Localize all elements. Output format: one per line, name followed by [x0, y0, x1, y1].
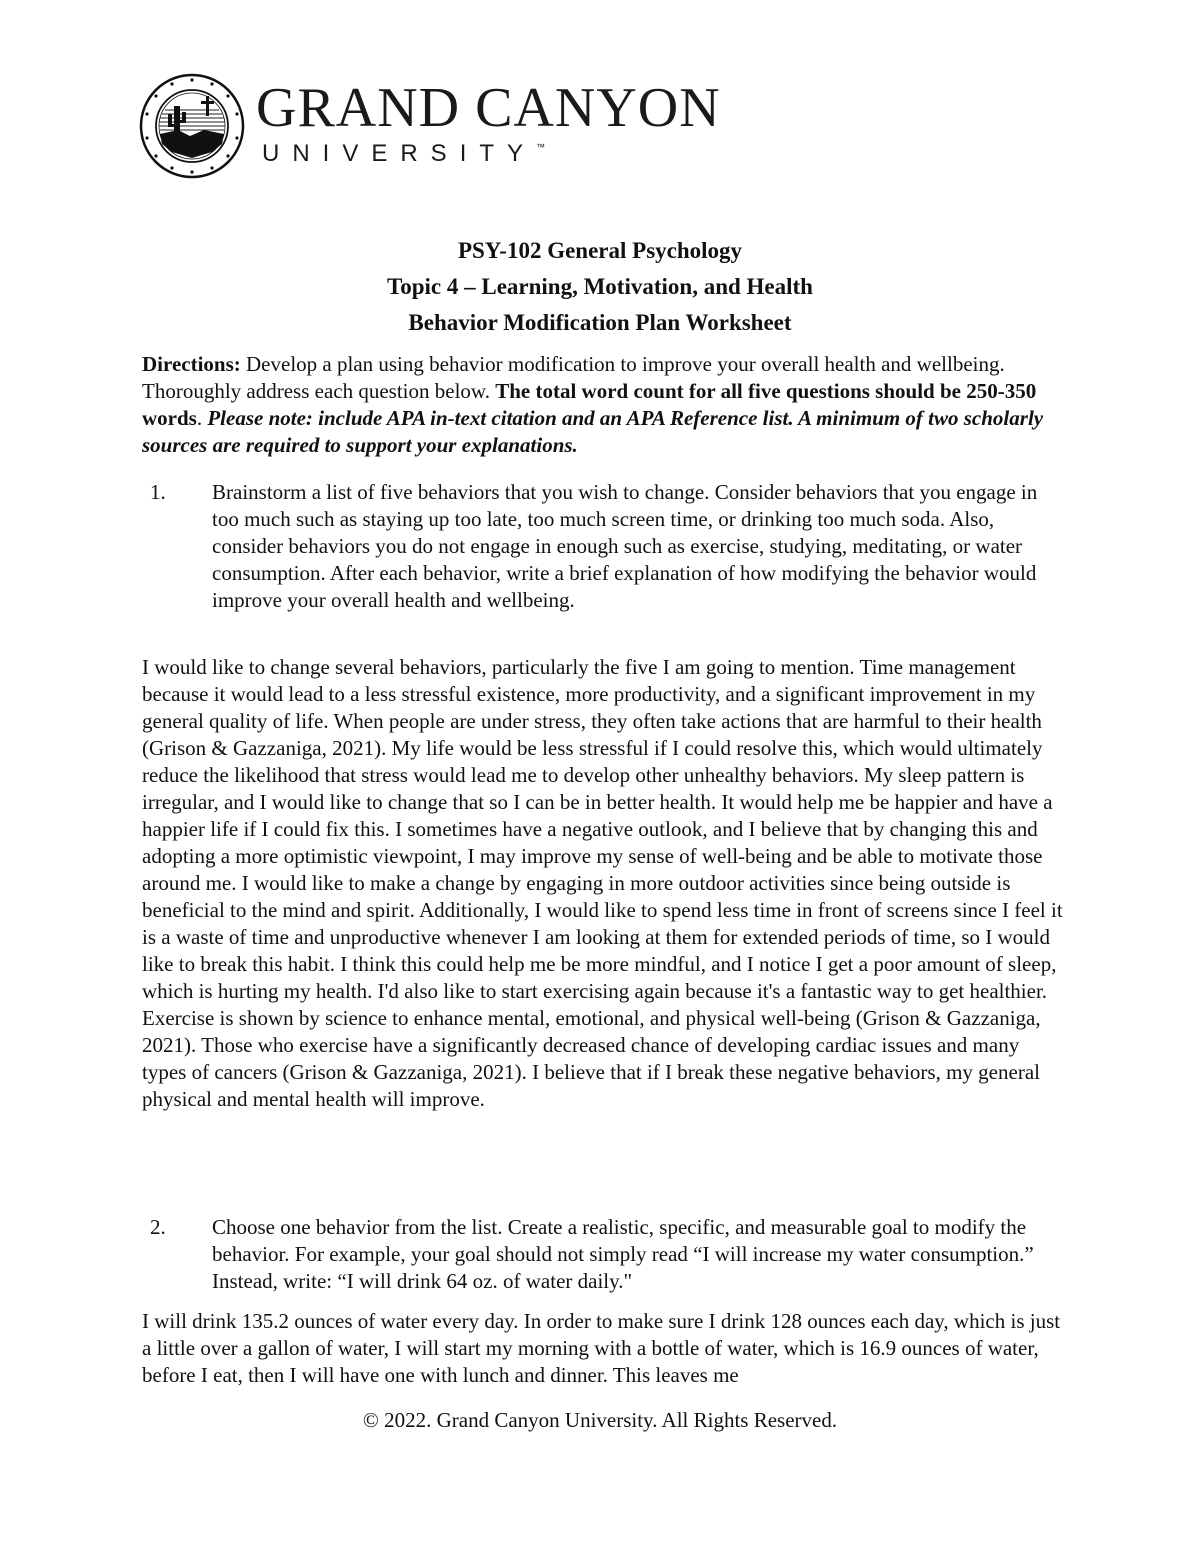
document-titles [0, 233, 1200, 341]
answer-paragraph: I will drink 135.2 ounces of water every day. In order to make sure I drink 128 ounces each day, which is just a little over a gallon of water, I will start my morning with a bottle of water, which is 16.9 ounces of water, before I eat, then I will have one with lunch and dinner. This leaves me [142, 1309, 1061, 1387]
university-seal-icon [138, 72, 246, 180]
topic-title: Topic 4 – Learning, Motivation, and Health [387, 274, 813, 299]
directions-paragraph [142, 351, 1067, 459]
directions-apa-note: Please note: include APA in-text citation and an APA Reference list. A minimum of two scholarly sources are required to support your explanations. [142, 406, 1044, 457]
question-text: Brainstorm a list of five behaviors that you wish to change. Consider behaviors that you engage in too much such as staying up too late, too much screen time, or drinking too much soda. Also, consider behaviors you do not engage in enough such as exercise, studying, meditating, or water consumption. After each behavior, write a brief explanation of how modifying the behavior would improve your overall health and wellbeing. [212, 480, 1038, 612]
logo-wordmark-university: UNIVERSITY [262, 140, 537, 167]
question-text: Choose one behavior from the list. Create a realistic, specific, and measurable goal to modify the behavior. For example, your goal should not simply read “I will increase my water consumption.” Instead, write: “I will drink 64 oz. of water daily." [212, 1215, 1034, 1293]
question-item [150, 479, 1050, 614]
directions-text: Develop a plan using behavior modification to improve your overall health and wellbeing. Thoroughly address each question below. [142, 352, 1005, 403]
question-item [150, 1214, 1050, 1295]
question-number: 1. [150, 480, 166, 504]
course-title: PSY-102 General Psychology [457, 238, 743, 263]
trademark-symbol: ™ [536, 142, 546, 152]
logo-wordmark-line1: GRAND CANYON [256, 77, 721, 139]
worksheet-title: Behavior Modification Plan Worksheet [408, 310, 792, 335]
logo-wordmark-line2 [262, 140, 545, 168]
answer-paragraph: I would like to change several behaviors, particularly the five I am going to mention. Time management because it would lead to a less stressful existence, more productivity, and a significant improvement in my general quality of life. When people are under stress, they often take actions that are harmful to their health (Grison & Gazzaniga, 2021). My life would be less stressful if I could resolve this, which would ultimately reduce the likelihood that stress would lead me to develop other unhealthy behaviors. My sleep pattern is irregular, and I would like to change that so I can be in better health. It would help me be happier and have a happier life if I could fix this. I sometimes have a negative outlook, and I believe that by changing this and adopting a more optimistic viewpoint, I may improve my sense of well-being and be able to motivate those around me. I would like to make a change by engaging in more outdoor activities since being outside is beneficial to the mind and spirit. Additionally, I would like to spend less time in front of screens since I feel it is a waste of time and unproductive whenever I am looking at them for extended periods of time, so I would like to break this habit. I think this could help me be more mindful, and I notice I get a poor amount of sleep, which is hurting my health. I'd also like to start exercising again because it's a fantastic way to get healthier. Exercise is shown by science to enhance mental, emotional, and physical well-being (Grison & Gazzaniga, 2021). Those who exercise have a significantly decreased chance of developing cardiac issues and many types of cancers (Grison & Gazzaniga, 2021). I believe that if I break these negative behaviors, my general physical and mental health will improve. [142, 655, 1063, 1111]
directions-label: Directions: [142, 352, 241, 376]
directions-period: . [196, 406, 208, 430]
directions-word-count: The total word count for all five questions should be 250-350 words [142, 379, 1037, 430]
university-logo [138, 72, 721, 182]
copyright-footer: © 2022. Grand Canyon University. All Rights Reserved. [362, 1408, 838, 1432]
question-number: 2. [150, 1215, 166, 1239]
